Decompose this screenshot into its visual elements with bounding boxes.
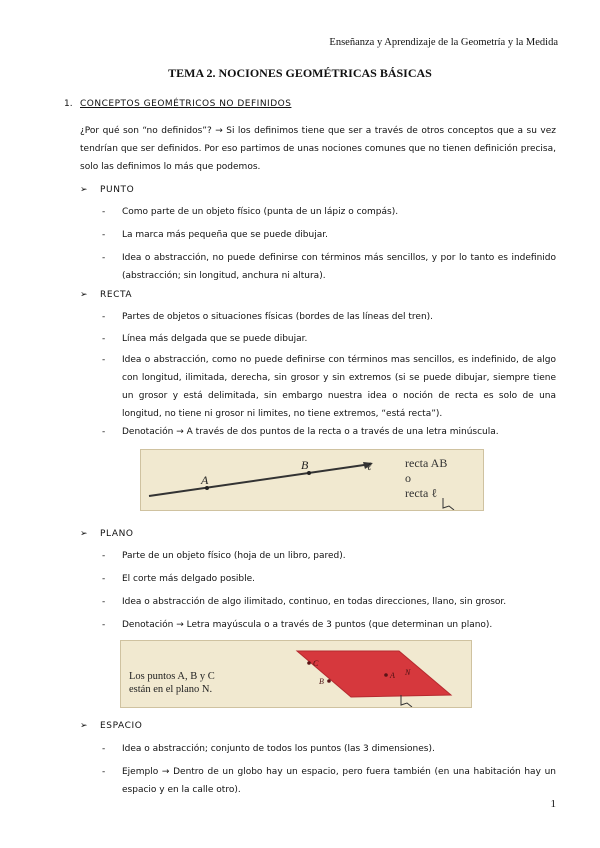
- dash-bullet: -: [102, 620, 106, 630]
- line-figure: [140, 449, 484, 511]
- page-title: TEMA 2. NOCIONES GEOMÉTRICAS BÁSICAS: [168, 66, 432, 80]
- topic-label: PLANO: [100, 529, 134, 539]
- topic-plano: [80, 529, 134, 539]
- list-item: El corte más delgado posible.: [122, 574, 256, 584]
- dash-bullet: -: [102, 427, 106, 437]
- list-item: Idea o abstracción, como no puede definirse con términos mas sencillos, es indefinido, de algo con longitud, ilimitada, derecha, sin grosor y sin extremos (si se puede dibujar, siempre tiene un grosor y está delimitada, sin embargo nuestra idea o noción de recta es solo de una longitud, no tiene ni grosor ni limites, no tiene extremos, “está recta”).: [122, 355, 556, 419]
- dash-bullet: -: [102, 574, 106, 584]
- dash-bullet: -: [102, 551, 106, 561]
- plane-figure: [120, 640, 472, 708]
- list-item: Denotación → Letra mayúscula o a través de 3 puntos (que determinan un plano).: [122, 620, 493, 630]
- caption-recta-ab: recta AB: [405, 456, 448, 470]
- section-title: CONCEPTOS GEOMÉTRICOS NO DEFINIDOS: [80, 99, 292, 109]
- line-ab: [149, 464, 371, 496]
- list-item: Línea más delgada que se puede dibujar.: [122, 334, 308, 344]
- list-item: Parte de un objeto físico (hoja de un libro, pared).: [122, 551, 346, 561]
- list-item: Ejemplo → Dentro de un globo hay un espacio, pero fuera también (en una habitación hay un espacio y en la calle otro).: [122, 767, 556, 795]
- label-b: B: [301, 458, 309, 472]
- label-a: A: [201, 473, 209, 487]
- point-b: [327, 679, 331, 683]
- arrow-bullet-icon: ➢: [80, 529, 89, 539]
- list-item: Denotación → A través de dos puntos de la recta o a través de una letra minúscula.: [122, 427, 499, 437]
- arrow-bullet-icon: ➢: [80, 721, 89, 731]
- dash-bullet: -: [102, 230, 106, 240]
- list-item: Idea o abstracción de algo ilimitado, continuo, en todas direcciones, llano, sin grosor.: [122, 597, 507, 607]
- topic-recta: [80, 290, 132, 300]
- dash-bullet: -: [102, 767, 106, 777]
- dash-bullet: -: [102, 207, 106, 217]
- label-a: A: [390, 671, 395, 680]
- point-a: [384, 673, 388, 677]
- label-plane-n: N: [405, 668, 411, 677]
- running-header: Enseñanza y Aprendizaje de la Geometría y la Medida: [329, 37, 558, 48]
- topic-label: ESPACIO: [100, 721, 143, 731]
- dash-bullet: -: [102, 312, 106, 322]
- list-item: Idea o abstracción; conjunto de todos los puntos (las 3 dimensiones).: [122, 744, 435, 754]
- dash-bullet: -: [102, 744, 106, 754]
- topic-label: RECTA: [100, 290, 133, 300]
- cursor-icon: [401, 695, 412, 707]
- list-item: Idea o abstracción, no puede definirse con términos más sencillos, y por lo tanto es indefinido (abstracción; sin longitud, anchura ni altura).: [122, 253, 556, 281]
- label-line: ℓ: [367, 461, 372, 473]
- list-item: Como parte de un objeto físico (punta de un lápiz o compás).: [122, 207, 399, 217]
- arrow-bullet-icon: ➢: [80, 185, 89, 195]
- dash-bullet: -: [102, 334, 106, 344]
- caption-recta-l: recta ℓ: [405, 486, 438, 500]
- list-item: La marca más pequeña que se puede dibujar.: [122, 230, 328, 240]
- dash-bullet: -: [102, 253, 106, 263]
- cursor-icon: [443, 498, 454, 510]
- label-b: B: [319, 677, 324, 686]
- section-number: 1.: [64, 99, 73, 109]
- plane-figure-svg: [121, 641, 471, 707]
- topic-espacio: [80, 721, 142, 731]
- caption-line-1: Los puntos A, B y C: [129, 671, 215, 682]
- line-figure-svg: [141, 450, 483, 510]
- label-c: C: [313, 659, 319, 668]
- caption-line-2: están en el plano N.: [129, 684, 213, 695]
- page-number: 1: [550, 798, 556, 810]
- topic-label: PUNTO: [100, 185, 135, 195]
- dash-bullet: -: [102, 355, 106, 365]
- arrow-bullet-icon: ➢: [80, 290, 89, 300]
- caption-or: o: [405, 471, 411, 485]
- list-item: Partes de objetos o situaciones físicas (bordes de las líneas del tren).: [122, 312, 434, 322]
- topic-punto: [80, 185, 134, 195]
- point-c: [307, 661, 311, 665]
- plane-shape: [297, 651, 451, 697]
- dash-bullet: -: [102, 597, 106, 607]
- intro-paragraph: ¿Por qué son “no definidos”? → Si los definimos tiene que ser a través de otros conceptos que a su vez tendrían que ser definidos. Por eso partimos de unas nociones comunes que no tienen definición precisa, solo las definimos lo más que podemos.: [80, 126, 556, 172]
